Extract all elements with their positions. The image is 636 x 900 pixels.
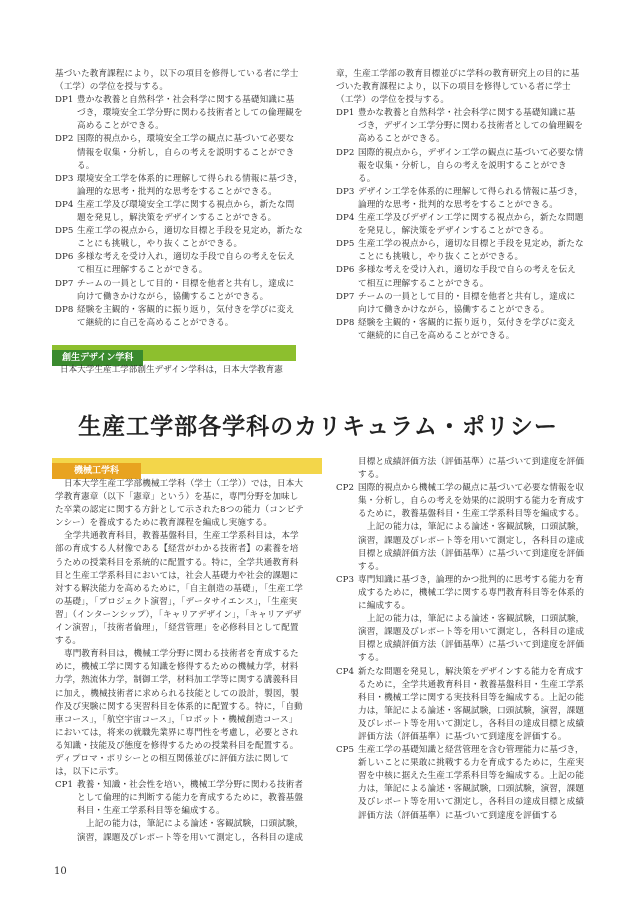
dp-item xyxy=(55,173,303,199)
cp-eval-text: 上記の能力は，筆記による論述・客観試験，口頭試験，演習，課題及びレポート等を用いて測定し，各科目の達成目標と成績評価方法（評価基準）に基づいて到達度を評価する。 xyxy=(358,522,585,572)
dp-item xyxy=(55,251,303,277)
cp-code: CP3 xyxy=(336,574,355,585)
cp-text: 専門知識に基づき，論理的かつ批判的に思考する能力を育成するために，機械工学に関する専門教育科目等を体系的に編成する。 xyxy=(358,574,585,612)
dp-text: 豊かな教養と自然科学・社会科学に関する基礎知識に基づき，デザイン工学分野に関わる技術者としての倫理観を高めることができる。 xyxy=(358,108,584,145)
dp-item xyxy=(55,133,303,172)
dp-code: DP2 xyxy=(55,134,74,145)
dp-text: 国際的視点から，デザイン工学の観点に基づいて必要な情報を収集・分析し，自らの考えを説明することができる。 xyxy=(358,147,584,184)
dp-code: DP4 xyxy=(55,199,74,210)
dp-item xyxy=(336,212,584,238)
cp-code: CP2 xyxy=(336,483,355,494)
dp-code: DP8 xyxy=(336,317,355,328)
dp-code: DP6 xyxy=(336,265,355,276)
dp-item xyxy=(336,317,584,343)
dp-text: 生産工学及びデザイン工学に関する視点から，新たな問題を発見し，解決策をデザインすることができる。 xyxy=(358,213,584,237)
dp-code: DP1 xyxy=(336,108,355,119)
dp-code: DP7 xyxy=(336,291,355,302)
dp-code: DP3 xyxy=(336,186,355,197)
dp-text: チームの一員として目的・目標を他者と共有し，達成に向けて働きかけながら，協働することができる。 xyxy=(77,278,295,302)
cp-item xyxy=(336,666,586,745)
intro-text: 章，生産工学部の教育目標並びに学科の教育研究上の目的に基づいた教育課程により，以下の項目を修得している者に学士（工学）の学位を授与する。 xyxy=(336,69,580,106)
dp-code: DP5 xyxy=(55,226,74,237)
dp-item xyxy=(336,291,584,317)
intro-text: 基づいた教育課程により，以下の項目を修得している者に学士（工学）の学位を授与する。 xyxy=(55,69,299,93)
dp-item xyxy=(55,94,303,133)
cp-code: CP4 xyxy=(336,666,355,677)
page-number: 10 xyxy=(54,866,67,877)
dp-item xyxy=(336,147,584,186)
dp-text: 豊かな教養と自然科学・社会科学に関する基礎知識に基づき，環境安全工学分野に関わる技術者としての倫理観を高めることができる。 xyxy=(77,95,303,132)
dp-text: 多様な考えを受け入れ，適切な手段で自らの考えを伝えて相互に理解することができる。 xyxy=(77,252,295,276)
dp-text: 環境安全工学を体系的に理解して得られる情報に基づき，論理的な思考・批判的な思考をすることができる。 xyxy=(77,173,303,197)
dp-item xyxy=(55,278,303,304)
cp-code: CP1 xyxy=(55,780,74,791)
dp-code: DP6 xyxy=(55,252,74,263)
cp-text: 新たな問題を発見し，解決策をデザインする能力を育成するために，全学共通教育科目・教養基盤科目・生産工学系科目・機械工学に関する実技科目等を編成する。上記の能力は，筆記による論述・客観試験，口頭試験，演習，課題及びレポート等を用いて測定し，各科目の達成目標と成績評価方法（評価基準）に基づいて到達度を評価する。 xyxy=(358,666,585,742)
sousei-intro-text: 日本大学生産工学部創生デザイン学科は，日本大学教育憲 xyxy=(60,365,283,375)
cp-code: CP5 xyxy=(336,745,355,756)
dp-text: 生産工学の視点から，適切な目標と手段を見定め，新たなことにも挑戦し，やり抜くことができる。 xyxy=(77,226,303,250)
dp-code: DP1 xyxy=(55,95,74,106)
kikai-section-label: 機械工学科 xyxy=(52,463,141,479)
top-right-column xyxy=(336,68,584,343)
paragraph: 日本大学生産工学部機械工学科（学士（工学））では，日本大学教育憲章（以下「憲章」という）を基に，専門分野を加味した卒業の認定に関する方針として示された8つの能力（コンピテンシー）を養成するために教育課程を編成し実施する。 xyxy=(55,479,304,529)
cp-text: 国際的視点から機械工学の観点に基づいて必要な情報を収集・分析し，自らの考えを効果的に説明する能力を育成するために，教養基盤科目・生産工学系科目等を編成する。 xyxy=(358,483,585,520)
cp-item xyxy=(336,482,586,521)
bottom-right-column xyxy=(336,456,586,823)
dp-item xyxy=(55,304,303,330)
dp-item xyxy=(336,238,584,264)
dp-item xyxy=(55,199,303,225)
dp-text: チームの一員として目的・目標を他者と共有し，達成に向けて働きかけながら，協働することができる。 xyxy=(358,291,576,315)
dp-list xyxy=(55,94,303,330)
cp-text: 生産工学の基礎知識と経営管理を含む管理能力に基づき，新しいことに果敢に挑戦する力を育成するために，生産実習を中核に据えた生産工学系科目等を編成する。上記の能力は，筆記による論述・客観試験，口頭試験，演習，課題及びレポート等を用いて測定し，各科目の達成目標と成績評価方法（評価基準）に基づいて到達度を評価する xyxy=(358,745,585,821)
dp-code: DP8 xyxy=(55,304,74,315)
dp-item xyxy=(55,225,303,251)
continued-text: 目標と成績評価方法（評価基準）に基づいて到達度を評価する。 xyxy=(358,457,585,481)
cp-item xyxy=(336,574,586,613)
paragraph: 全学共通教育科目，教養基盤科目，生産工学系科目は，本学部の育成する人材像である【経営がわかる技術者】の素養を培うための授業科目を系統的に配置する。特に，全学共通教育科目と生産工学系科目においては，社会人基礎力や社会的課題に対する解決能力を高めるために，「自主創造の基礎」，「生産工学の基礎」，「プロジェクト演習」，「データサイエンス」，「生産実習」（インターンシップ），「キャリアデザイン」，「キャリアデザイン演習」，「技術者倫理」，「経営管理」を必修科目として配置する。 xyxy=(55,531,303,647)
dp-text: 多様な考えを受け入れ，適切な手段で自らの考えを伝えて相互に理解することができる。 xyxy=(358,265,576,289)
dp-code: DP4 xyxy=(336,213,355,224)
dp-text: デザイン工学を体系的に理解して得られる情報に基づき，論理的な思考・批判的な思考をすることができる。 xyxy=(358,186,584,210)
dp-code: DP7 xyxy=(55,278,74,289)
sousei-section-header xyxy=(52,345,296,361)
cp-item xyxy=(55,779,305,818)
dp-code: DP3 xyxy=(55,173,74,184)
top-left-column xyxy=(55,68,303,330)
sousei-section-label: 創生デザイン学科 xyxy=(52,350,143,366)
dp-item xyxy=(336,186,584,212)
dp-text: 国際的視点から，環境安全工学の観点に基づいて必要な情報を収集・分析し，自らの考えを説明することができる。 xyxy=(77,134,295,171)
dp-item xyxy=(336,264,584,290)
dp-code: DP5 xyxy=(336,239,355,250)
cp-text: 教養・知識・社会性を培い，機械工学分野に関わる技術者として倫理的に判断する能力を育成するために，教養基盤科目・生産工学系科目等を編成する。 xyxy=(77,780,304,817)
cp-item xyxy=(336,744,586,823)
dp-text: 生産工学及び環境安全工学に関する視点から，新たな問題を発見し，解決策をデザインすることができる。 xyxy=(77,199,295,224)
bottom-left-column xyxy=(55,478,305,845)
cp-eval-text: 上記の能力は，筆記による論述・客観試験，口頭試験，演習，課題及びレポート等を用いて測定し，各科目の達成 xyxy=(77,819,304,843)
dp-item xyxy=(336,107,584,146)
dp-text: 経験を主観的・客観的に振り返り，気付きを学びに変えて継続的に自己を高めることができる。 xyxy=(77,304,295,328)
cp-eval-text: 上記の能力は，筆記による論述・客観試験，口頭試験，演習，課題及びレポート等を用いて測定し，各科目の達成目標と成績評価方法（評価基準）に基づいて到達度を評価する。 xyxy=(358,614,585,664)
page-title: 生産工学部各学科のカリキュラム・ポリシー xyxy=(78,414,558,440)
paragraph: 専門教育科目は，機械工学分野に関わる技術者を育成するために，機械工学に関する知識を修得するための機械力学，材料力学，熱流体力学，制御工学，材料加工学等に関する講義科目に加え，機械技術者に求められる技能としての設計，製図，製作及び実験に関する実習科目を体系的に配置する。特に，「自動車コース」，「航空宇宙コース」，「ロボット・機械創造コース」においては，将来の就職先業界に専門性を考慮し，必要とされる知識・技能及び態度を修得するための授業科目を配置する。ディプロマ・ポリシーとの相互関係並びに評価方法に関しては，以下に示す。 xyxy=(55,649,303,778)
kikai-section-header xyxy=(52,458,322,474)
dp-text: 生産工学の視点から，適切な目標と手段を見定め，新たなことにも挑戦し，やり抜くことができる。 xyxy=(358,239,584,263)
dp-list xyxy=(336,107,584,343)
dp-code: DP2 xyxy=(336,147,355,158)
dp-text: 経験を主観的・客観的に振り返り，気付きを学びに変えて継続的に自己を高めることができる。 xyxy=(358,317,576,341)
